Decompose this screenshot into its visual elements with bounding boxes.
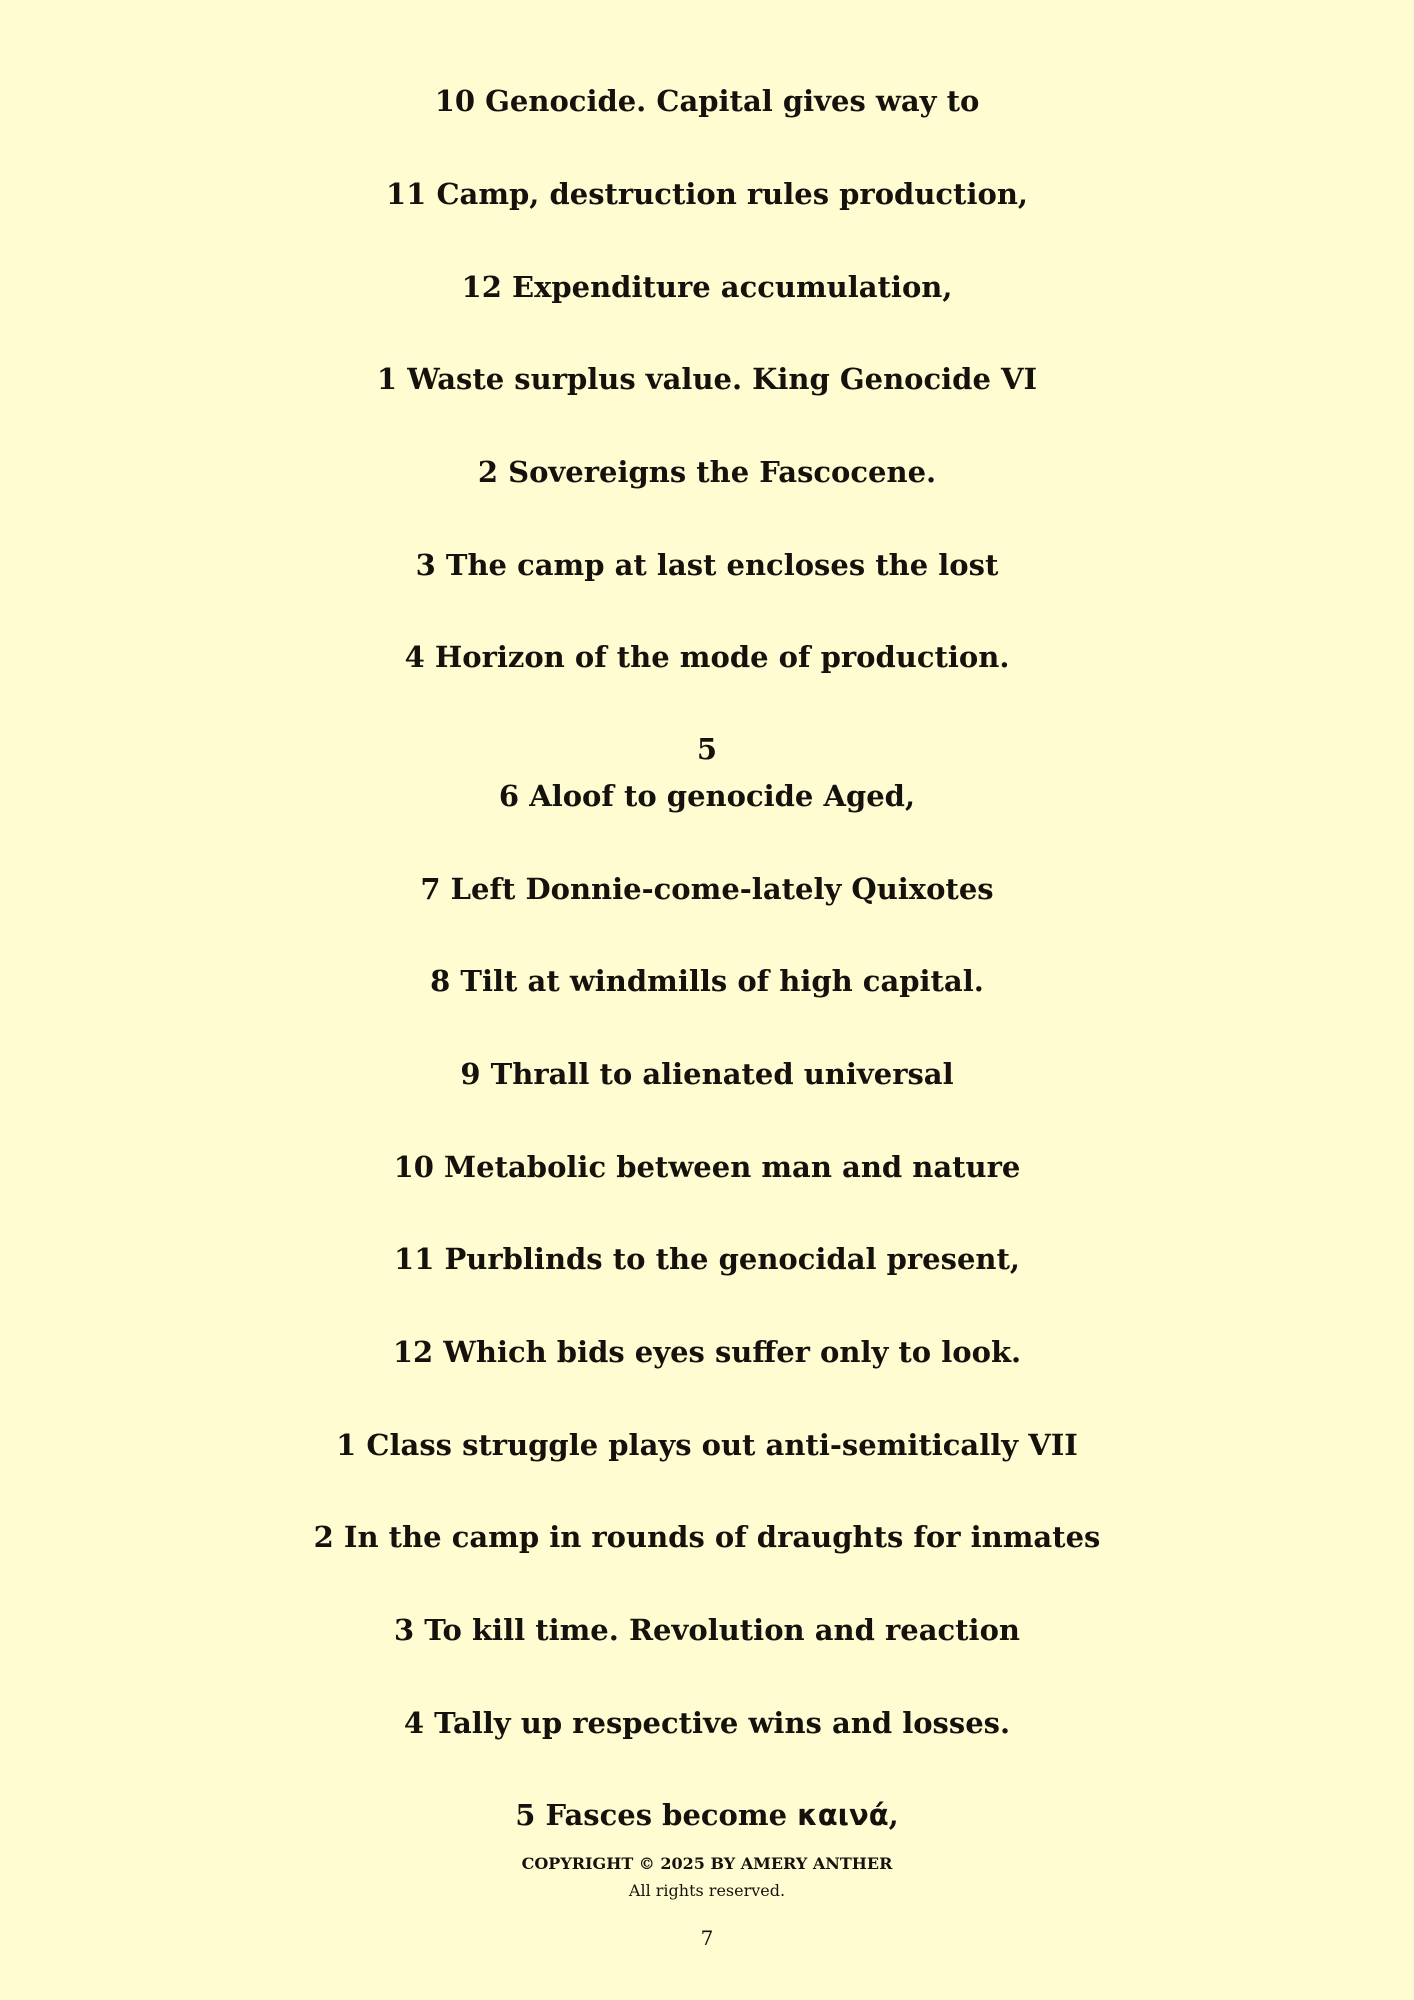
poem-line: 2 Sovereigns the Fascocene. (477, 455, 937, 489)
page-number: 7 (700, 1926, 714, 1950)
poem-line: 7 Left Donnie-come-lately Quixotes (420, 872, 994, 906)
poem-line: 9 Thrall to alienated universal (460, 1057, 954, 1091)
poem-line: 5 (696, 732, 718, 766)
poem-line: 2 In the camp in rounds of draughts for inmates (313, 1520, 1101, 1554)
poem-line: 4 Tally up respective wins and losses. (403, 1706, 1011, 1740)
poem-line: 3 To kill time. Revolution and reaction (394, 1613, 1020, 1647)
poem-last-line-suffix: , (888, 1798, 899, 1832)
poem-last-line (0, 1795, 1414, 1835)
poem-line: 10 Metabolic between man and nature (393, 1150, 1021, 1184)
poem-line: 3 The camp at last encloses the lost (415, 548, 999, 582)
poem-line: 6 Aloof to genocide Aged, (498, 779, 916, 813)
poem-last-line-prefix: 5 Fasces become (515, 1798, 798, 1832)
copyright-notice: COPYRIGHT © 2025 BY AMERY ANTHER (521, 1854, 893, 1873)
rights-reserved: All rights reserved. (628, 1881, 786, 1900)
poem-line: 12 Expenditure accumulation, (461, 270, 953, 304)
poem-line: 1 Waste surplus value. King Genocide VI (376, 362, 1038, 396)
greek-word: καινά (797, 1798, 889, 1832)
poem-line: 12 Which bids eyes suffer only to look. (392, 1335, 1022, 1369)
poem-line: 8 Tilt at windmills of high capital. (430, 964, 984, 998)
poem-line: 10 Genocide. Capital gives way to (434, 84, 980, 118)
poem-line: 4 Horizon of the mode of production. (404, 640, 1010, 674)
poem-line: 11 Camp, destruction rules production, (386, 177, 1028, 211)
poem-line: 1 Class struggle plays out anti-semitically VII (336, 1428, 1078, 1462)
poem-line: 11 Purblinds to the genocidal present, (394, 1242, 1020, 1276)
